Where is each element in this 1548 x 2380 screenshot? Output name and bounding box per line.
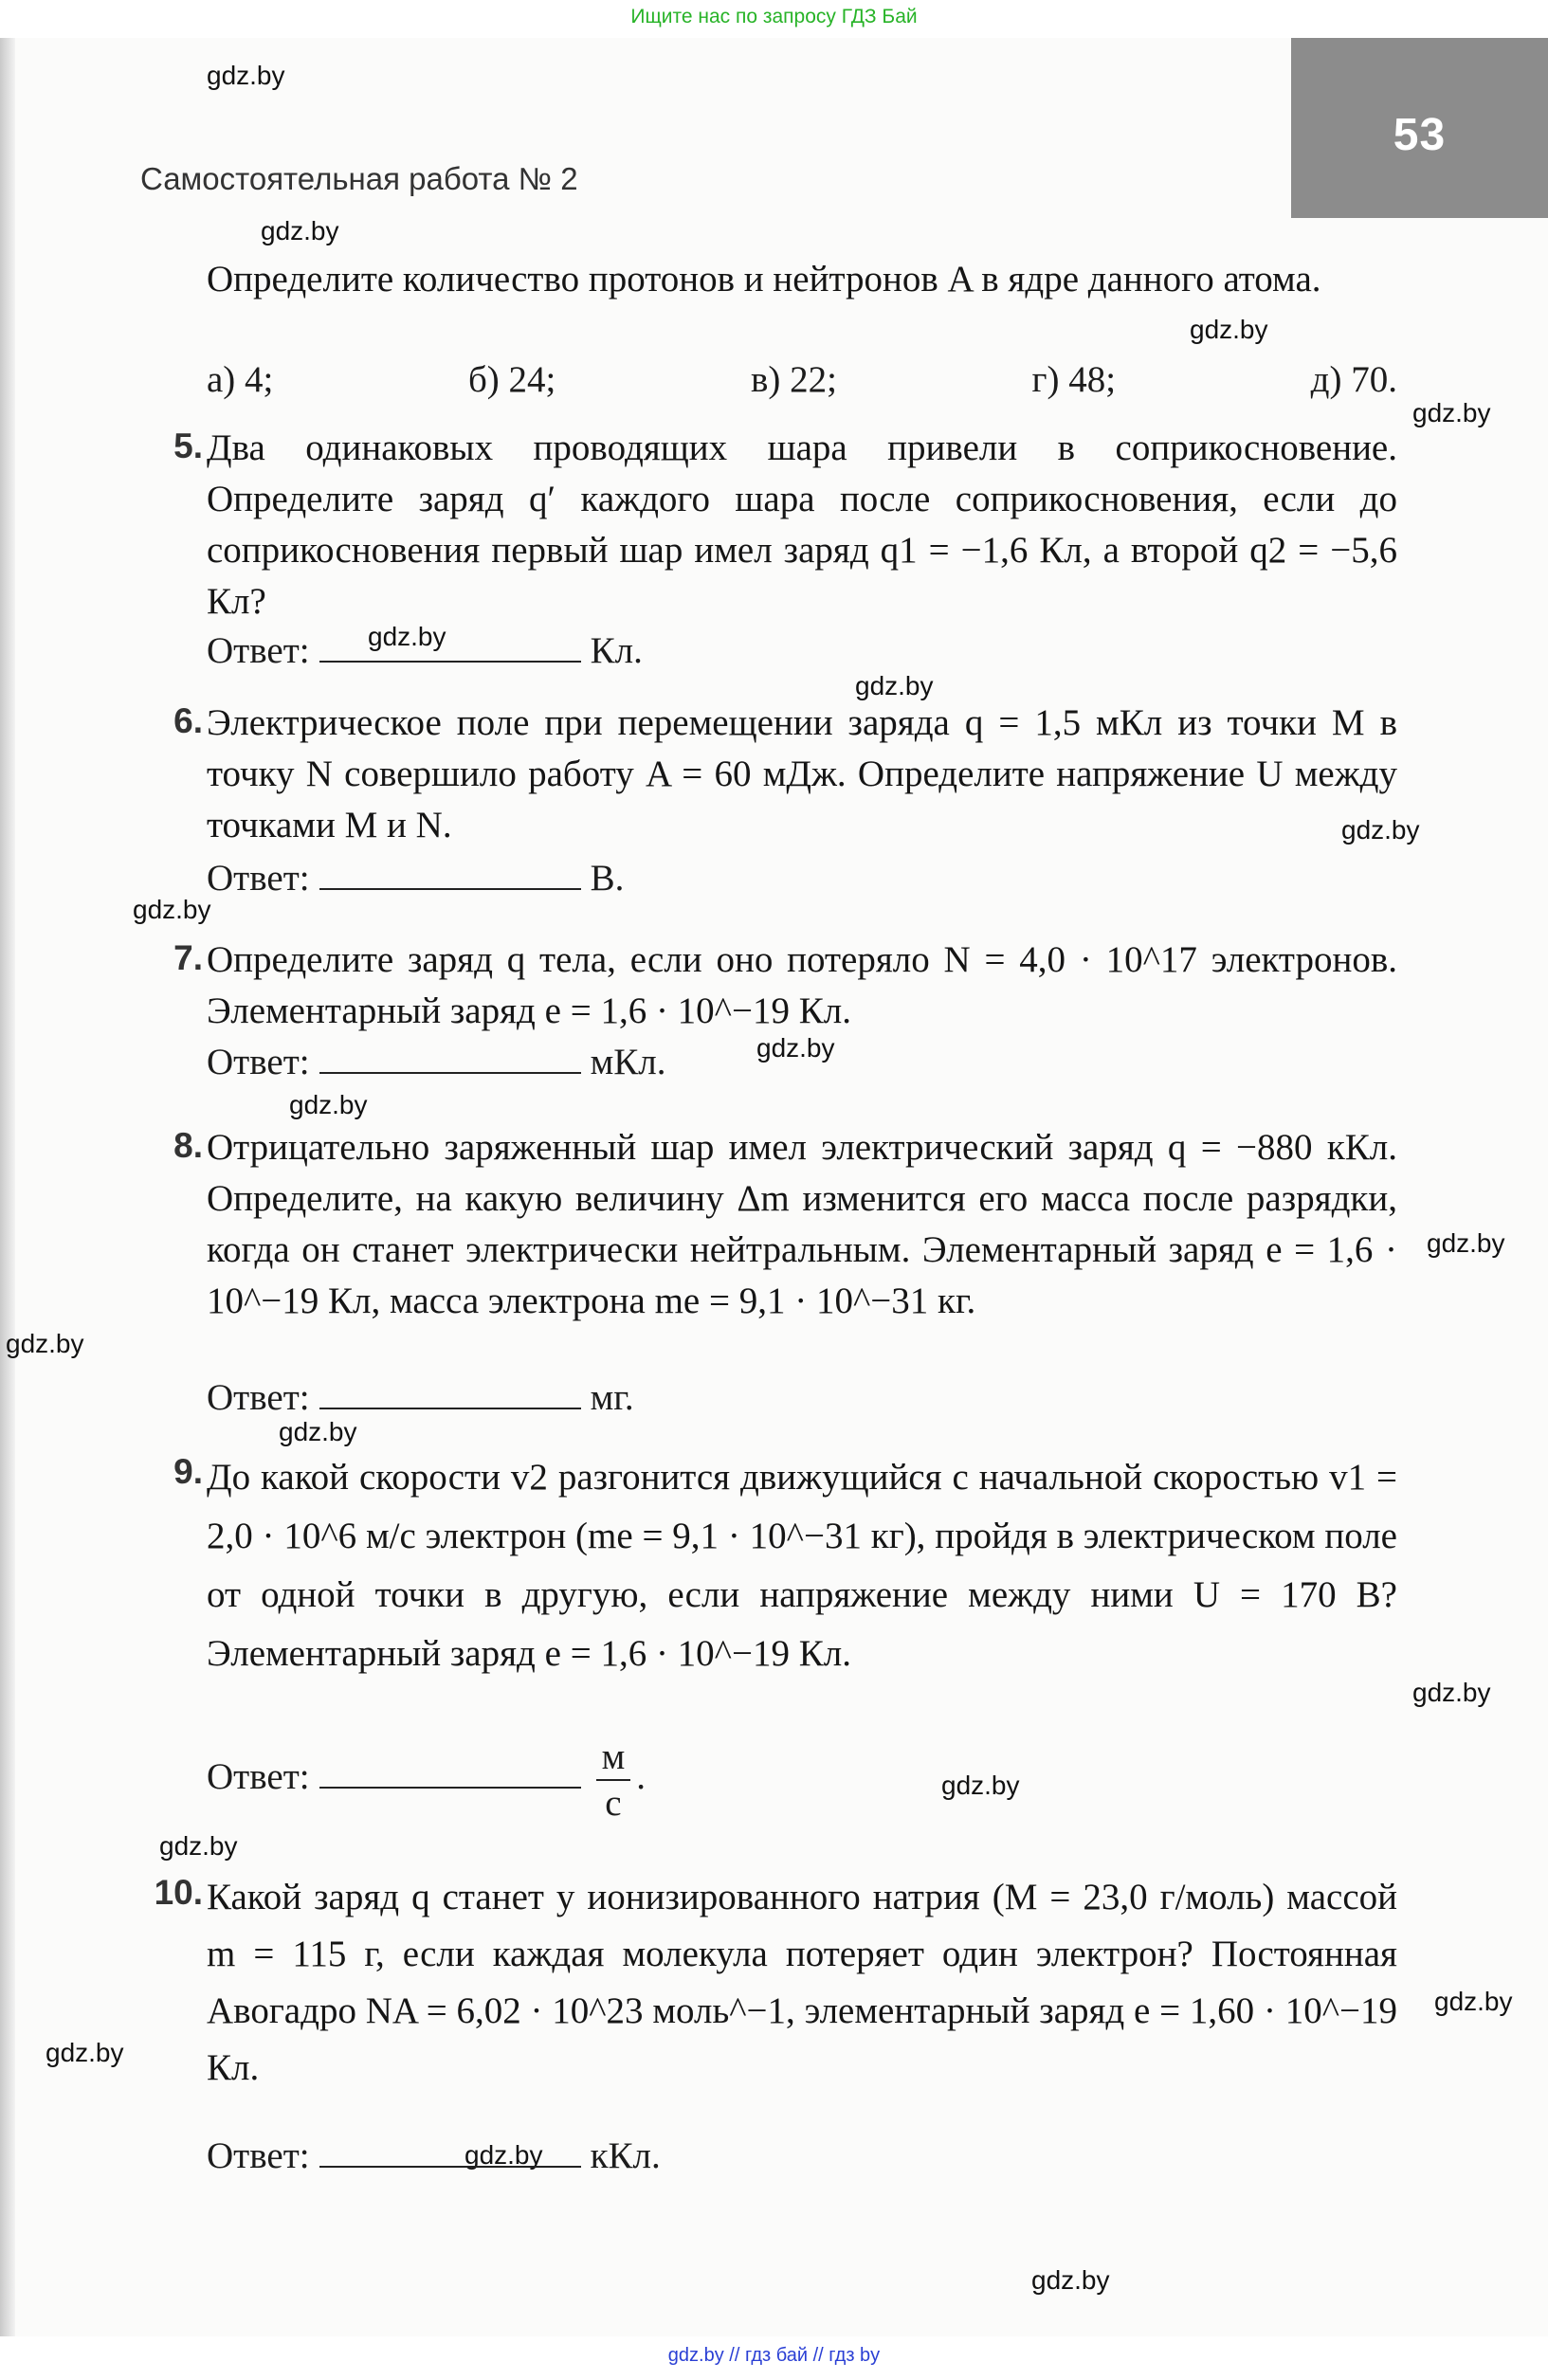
option-d: г) 48; (1031, 359, 1117, 400)
task-number: 10. (154, 1873, 203, 1912)
answer-line: Ответ: $\frac{м}{с}$ . (207, 1736, 647, 1824)
answer-label: Ответ: (207, 1377, 310, 1418)
answer-label: Ответ: (207, 1042, 310, 1082)
watermark: gdz.by (207, 61, 285, 90)
answer-options (207, 358, 1397, 401)
task-number: 8. (173, 1126, 203, 1165)
answer-unit: мКл. (590, 1042, 666, 1082)
watermark: gdz.by (1412, 398, 1491, 427)
answer-line (207, 1376, 634, 1419)
answer-blank[interactable] (319, 632, 581, 663)
answer-unit: В. (590, 858, 625, 899)
task-text: До какой скорости v2 разгонится движущийся с начальной скоростью v1 = 2,0 · 10^6 м/с электрон (me = 9,1 · 10^−31 кг), пройдя в электрическом поле от одной точки в другую, если напряжение между ними U = 170 В? Элементарный заряд e = 1,6 · 10^−19 Кл. (207, 1457, 1397, 1674)
watermark: gdz.by (1190, 315, 1268, 344)
watermark: gdz.by (1427, 1228, 1505, 1258)
search-hint-banner[interactable]: Ищите нас по запросу ГДЗ Бай (630, 6, 918, 27)
answer-line (207, 1041, 666, 1083)
task-text: Определите количество протонов и нейтронов A в ядре данного атома. (207, 259, 1321, 300)
answer-unit: кКл. (590, 2135, 661, 2176)
answer-line (207, 629, 643, 672)
answer-blank[interactable] (319, 860, 581, 890)
watermark: gdz.by (289, 1090, 368, 1119)
answer-label: Ответ: (207, 2135, 310, 2176)
option-c: в) 22; (750, 359, 837, 400)
task-text: Два одинаковых проводящих шара привели в соприкосновение. Определите заряд q′ каждого шара после соприкосновения, если до соприкосновения первый шар имел заряд q1 = −1,6 Кл, а второй q2 = −5,6 Кл? (207, 427, 1397, 622)
section-title: Самостоятельная работа № 2 (140, 161, 578, 196)
answer-unit: мг. (590, 1377, 634, 1418)
watermark: gdz.by (1341, 815, 1420, 845)
option-e: д) 70. (1310, 359, 1397, 400)
answer-label: Ответ: (207, 1755, 310, 1797)
watermark: gdz.by (261, 216, 339, 245)
task-text: Электрическое поле при перемещении заряда q = 1,5 мКл из точки M в точку N совершило работу A = 60 мДж. Определите напряжение U между точками M и N. (207, 702, 1397, 845)
task-number: 9. (173, 1452, 203, 1491)
page-left-edge (0, 38, 15, 2336)
unit-fraction (596, 1735, 631, 1826)
watermark: gdz.by (1434, 1987, 1513, 2016)
option-b: б) 24; (467, 359, 556, 400)
task-text: Отрицательно заряженный шар имел электрический заряд q = −880 кКл. Определите, на какую величину Δm изменится его масса после разрядки, когда он станет электрически нейтральным. Элементарный заряд e = 1,6 · 10^−19 Кл, масса электрона me = 9,1 · 10^−31 кг. (207, 1127, 1397, 1321)
page-number: 53 (1393, 110, 1447, 160)
answer-blank[interactable] (319, 1044, 581, 1074)
unit-numerator: м (596, 1735, 631, 1781)
watermark: gdz.by (46, 2038, 124, 2067)
task-number: 7. (173, 938, 203, 977)
answer-label: Ответ: (207, 858, 310, 899)
watermark: gdz.by (464, 2140, 543, 2170)
answer-label: Ответ: (207, 630, 310, 671)
watermark: gdz.by (6, 1329, 84, 1358)
option-a: а) 4; (207, 359, 274, 400)
task-number: 6. (173, 701, 203, 740)
watermark: gdz.by (1412, 1678, 1491, 1707)
task-text: Определите заряд q тела, если оно потеряло N = 4,0 · 10^17 электронов. Элементарный заряд e = 1,6 · 10^−19 Кл. (207, 939, 1397, 1031)
watermark: gdz.by (279, 1417, 357, 1446)
task-text: Какой заряд q станет у ионизированного натрия (M = 23,0 г/моль) массой m = 115 г, если каждая молекула потеряет один электрон? Постоянная Авогадро NA = 6,02 · 10^23 моль^−1, элементарный заряд e = 1,60 · 10^−19 Кл. (207, 1877, 1397, 2088)
watermark: gdz.by (159, 1831, 238, 1861)
task-number: 5. (173, 427, 203, 465)
watermark: gdz.by (1031, 2265, 1110, 2295)
answer-unit: Кл. (590, 630, 643, 671)
answer-blank[interactable] (319, 1758, 581, 1789)
watermark: gdz.by (133, 895, 211, 924)
unit-denominator: с (605, 1783, 622, 1824)
watermark: gdz.by (855, 671, 934, 700)
answer-blank[interactable] (319, 2137, 581, 2168)
watermark: gdz.by (941, 1771, 1020, 1800)
answer-line (207, 857, 624, 899)
watermark: gdz.by (756, 1033, 835, 1063)
footer-links[interactable]: gdz.by // гдз бай // гдз by (667, 2345, 881, 2366)
watermark: gdz.by (368, 622, 446, 651)
answer-line (207, 2135, 661, 2177)
answer-blank[interactable] (319, 1379, 581, 1409)
